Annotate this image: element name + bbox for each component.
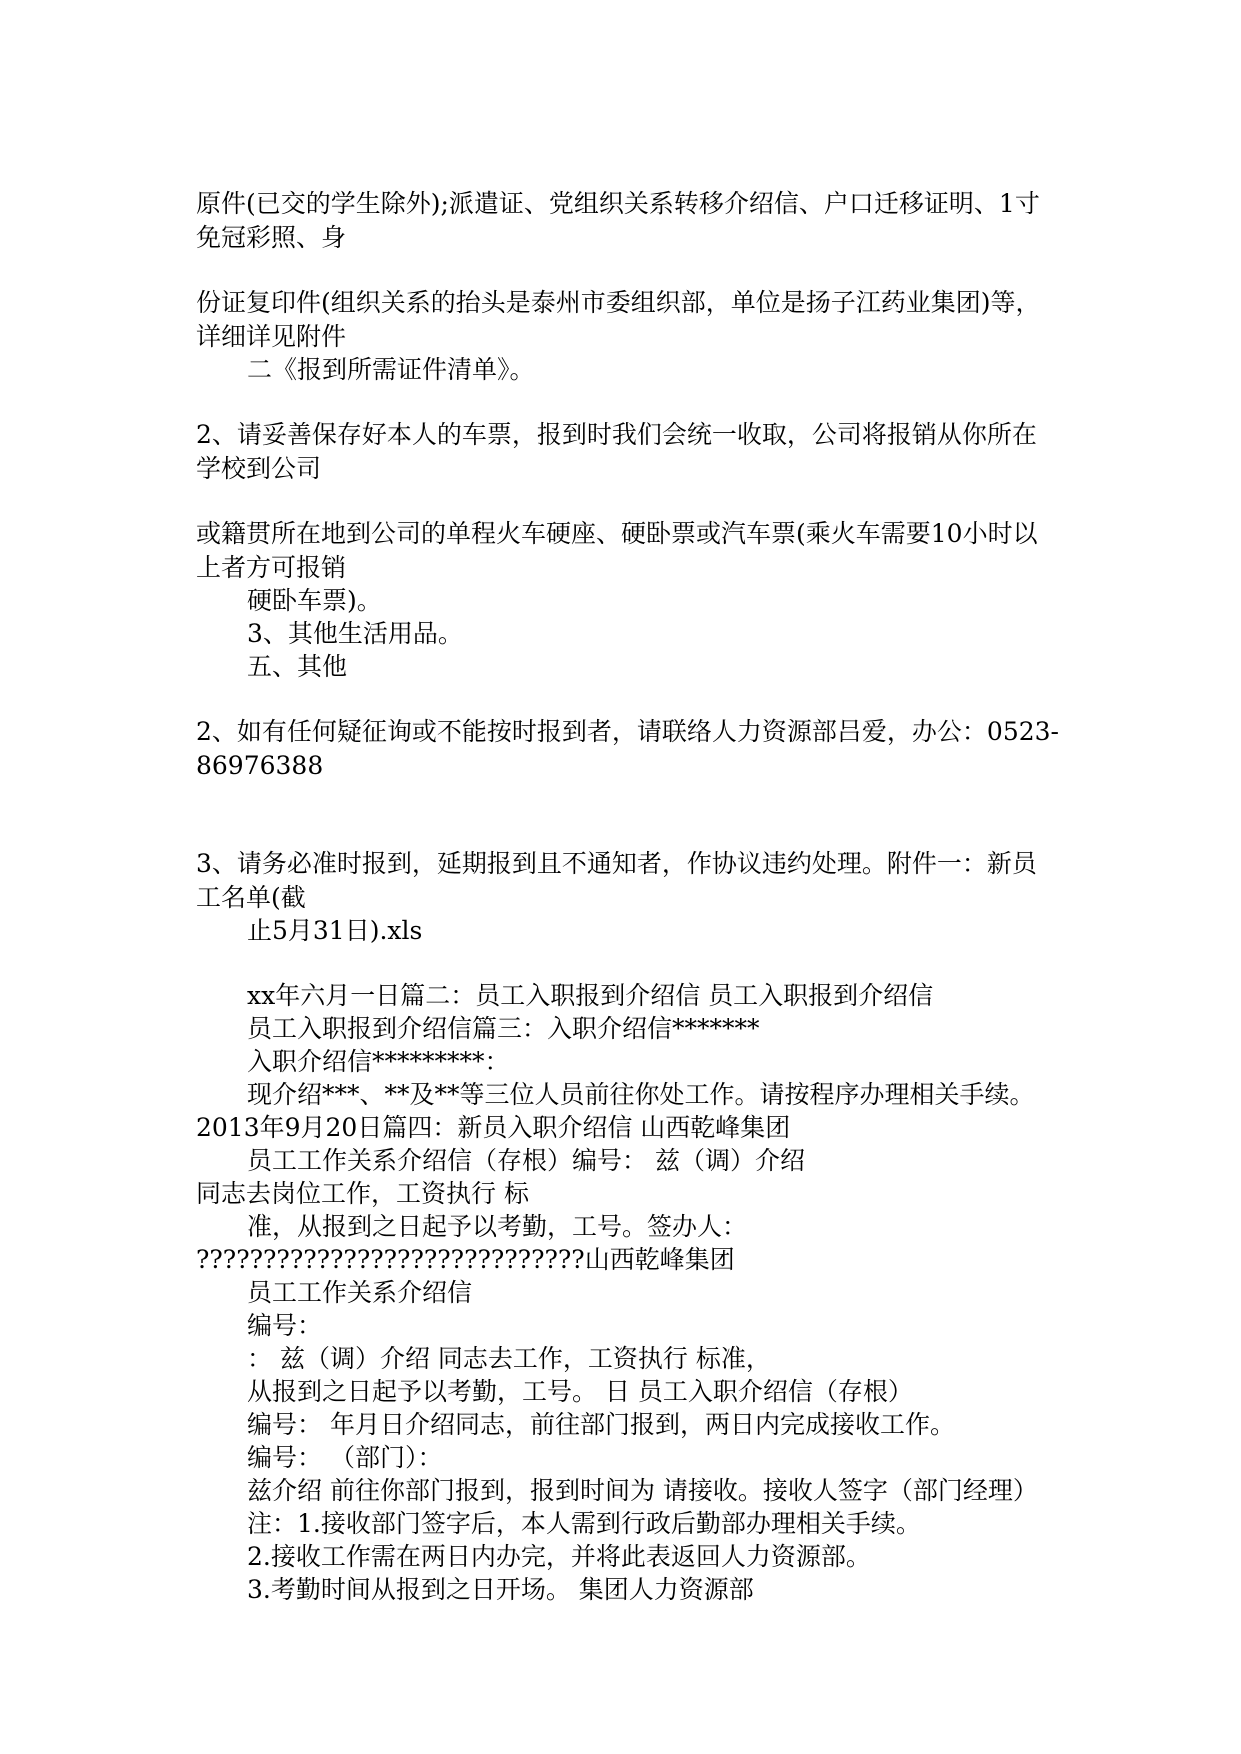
text-line: 2.接收工作需在两日内办完，并将此表返回人力资源部。	[247, 1542, 871, 1571]
text-line: xx年六月一日篇二：员工入职报到介绍信 员工入职报到介绍信	[247, 981, 934, 1010]
text-line: 现介绍***、**及**等三位人员前往你处工作。请按程序办理相关手续。	[247, 1080, 1035, 1109]
text-line: 份证复印件(组织关系的抬头是泰州市委组织部，单位是扬子江药业集团)等，	[196, 288, 1041, 317]
text-line: 员工工作关系介绍信（存根）编号： 兹（调）介绍	[247, 1146, 805, 1175]
text-line: 五、其他	[247, 652, 348, 681]
text-line: ： 兹（调）介绍 同志去工作，工资执行 标准，	[247, 1344, 771, 1373]
text-line: 从报到之日起予以考勤，工号。 日 员工入职介绍信（存根）	[247, 1377, 913, 1406]
text-line: 同志去岗位工作，工资执行 标	[196, 1179, 529, 1208]
text-line: 详细详见附件	[196, 322, 347, 351]
text-line: 编号： 年月日介绍同志，前往部门报到，两日内完成接收工作。	[247, 1410, 955, 1439]
text-line: 编号：	[247, 1311, 323, 1340]
text-line: 86976388	[196, 751, 324, 780]
text-line: 注：1.接收部门签字后，本人需到行政后勤部办理相关手续。	[247, 1509, 921, 1538]
text-line: ?????????????????????????????山西乾峰集团	[196, 1245, 735, 1274]
text-line: 上者方可报销	[196, 553, 347, 582]
text-line: 2、请妥善保存好本人的车票，报到时我们会统一收取，公司将报销从你所在	[196, 420, 1037, 449]
text-line: 或籍贯所在地到公司的单程火车硬座、硬卧票或汽车票(乘火车需要10小时以	[196, 519, 1038, 548]
text-line: 硬卧车票)。	[247, 586, 382, 615]
text-line: 二《报到所需证件清单》。	[247, 355, 535, 384]
text-line: 员工工作关系介绍信	[247, 1278, 473, 1307]
text-line: 工名单(截	[196, 883, 306, 912]
text-line: 准，从报到之日起予以考勤，工号。签办人：	[247, 1212, 748, 1241]
text-line: 3、请务必准时报到，延期报到且不通知者，作协议违约处理。附件一：新员	[196, 849, 1037, 878]
text-line: 2013年9月20日篇四：新员入职介绍信 山西乾峰集团	[196, 1113, 791, 1142]
text-line: 入职介绍信*********：	[247, 1047, 510, 1076]
text-line: 3.考勤时间从报到之日开场。 集团人力资源部	[247, 1575, 754, 1604]
text-line: 3、其他生活用品。	[247, 619, 463, 648]
text-line: 学校到公司	[196, 454, 322, 483]
text-line: 兹介绍 前往你部门报到，报到时间为 请接收。接收人签字（部门经理）	[247, 1476, 1038, 1505]
text-line: 员工入职报到介绍信篇三：入职介绍信*******	[247, 1014, 760, 1043]
text-line: 原件(已交的学生除外);派遣证、党组织关系转移介绍信、户口迁移证明、1寸	[196, 189, 1040, 218]
text-line: 编号： （部门）：	[247, 1443, 443, 1472]
text-line: 2、如有任何疑征询或不能按时报到者，请联络人力资源部吕爱，办公：0523-	[196, 717, 1059, 746]
text-line: 止5月31日).xls	[247, 916, 423, 945]
text-line: 免冠彩照、身	[196, 223, 347, 252]
